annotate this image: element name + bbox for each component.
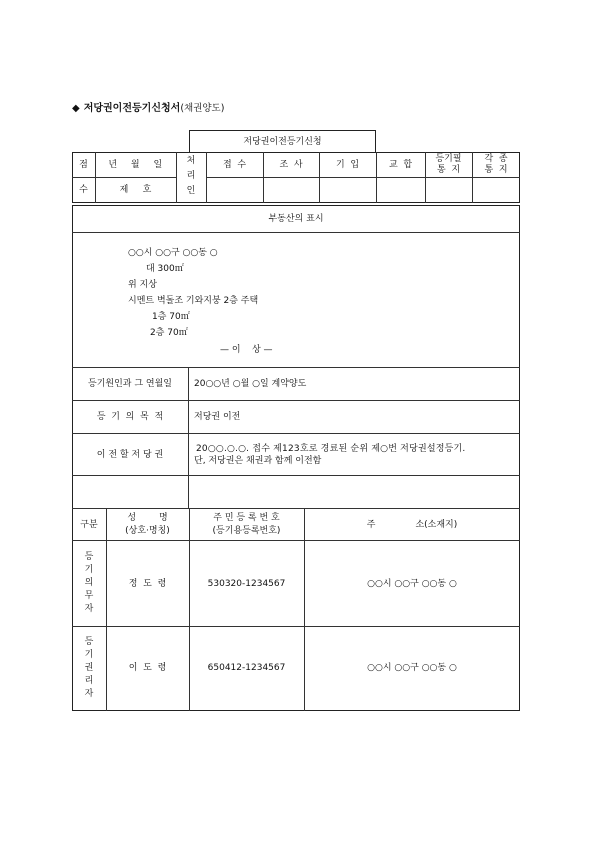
party1-name: 정 도 령 [128,579,167,589]
property-line-address: ○○시 ○○구 ○○동 ○ [128,248,218,258]
receipt-label-top: 점 [79,160,88,170]
col-survey: 조 사 [279,160,303,170]
col-various-notice: 각 종 통 지 [484,154,508,176]
party1-type-3: 의 [84,578,94,588]
property-line-end: — 이 상 — [220,345,273,355]
header-banner-text: 저당권이전등기신청 [243,137,322,147]
title-main: 저당권이전등기신청서 [83,103,181,114]
party1-type-2: 기 [84,565,94,575]
date-label: 년 월 일 [108,160,163,170]
receipt-label-bottom: 수 [79,185,88,195]
party2-address: ○○시 ○○구 ○○동 ○ [367,663,457,673]
party2-id: 650412-1234567 [207,663,286,673]
field-purpose-label: 등 기 의 목 적 [96,412,164,422]
party-header-id-bottom: (등기용등록번호) [212,526,281,536]
diamond-icon: ◆ [72,103,80,114]
field-purpose-value: 저당권 이전 [194,412,241,422]
field-cause-label: 등기원인과 그 연월일 [88,379,172,389]
property-line-floor2: 2층 70㎡ [150,328,188,338]
party2-type-2: 기 [84,650,94,660]
party-header-name-top: 성 명 [127,513,168,523]
property-line-land: 대 300㎡ [146,264,184,274]
party2-type-3: 권 [84,663,94,673]
property-line-building: 시멘트 벽돌조 기와지붕 2층 주택 [128,296,259,306]
field-cause-value: 20○○년 ○월 ○일 계약양도 [194,379,307,389]
title-sub: (채권양도) [180,103,225,114]
party-header-type: 구분 [80,520,98,530]
party2-type-4: 리 [84,676,94,686]
field-mortgage-value-2: 단, 저당권은 채권과 함께 이전함 [194,456,322,466]
process-label-3: 인 [186,186,196,196]
party-header-address: 주 소(소재지) [366,520,458,530]
property-line-floor1: 1층 70㎡ [152,312,190,322]
property-line-above: 위 지상 [128,280,157,290]
party1-address: ○○시 ○○구 ○○동 ○ [367,579,457,589]
col-check: 교 합 [388,160,413,170]
property-section-title: 부동산의 표시 [268,214,324,224]
process-label-1: 처 [186,156,196,166]
party-header-id-top: 주 민 등 록 번 호 [213,513,280,523]
number-label: 제 호 [119,185,152,195]
party1-type-1: 등 [84,552,94,562]
field-mortgage-label: 이 전 할 저 당 권 [96,450,164,460]
party2-type-5: 자 [84,689,94,699]
party2-name: 이 도 령 [128,663,167,673]
party1-type-4: 무 [84,591,94,601]
col-receipt: 접 수 [222,160,247,170]
party1-type-5: 자 [84,604,94,614]
party1-id: 530320-1234567 [207,579,286,589]
party-header-name-bottom: (상호·명칭) [125,526,170,536]
col-completion-notice: 등기필 통 지 [435,154,462,176]
process-label-2: 리 [186,171,196,181]
document-title [72,99,224,114]
field-mortgage-value: 20○○.○.○. 접수 제123호로 경료된 순위 제○번 저당권설정등기. [196,444,466,454]
party2-type-1: 등 [84,637,94,647]
col-entry: 기 입 [335,160,360,170]
